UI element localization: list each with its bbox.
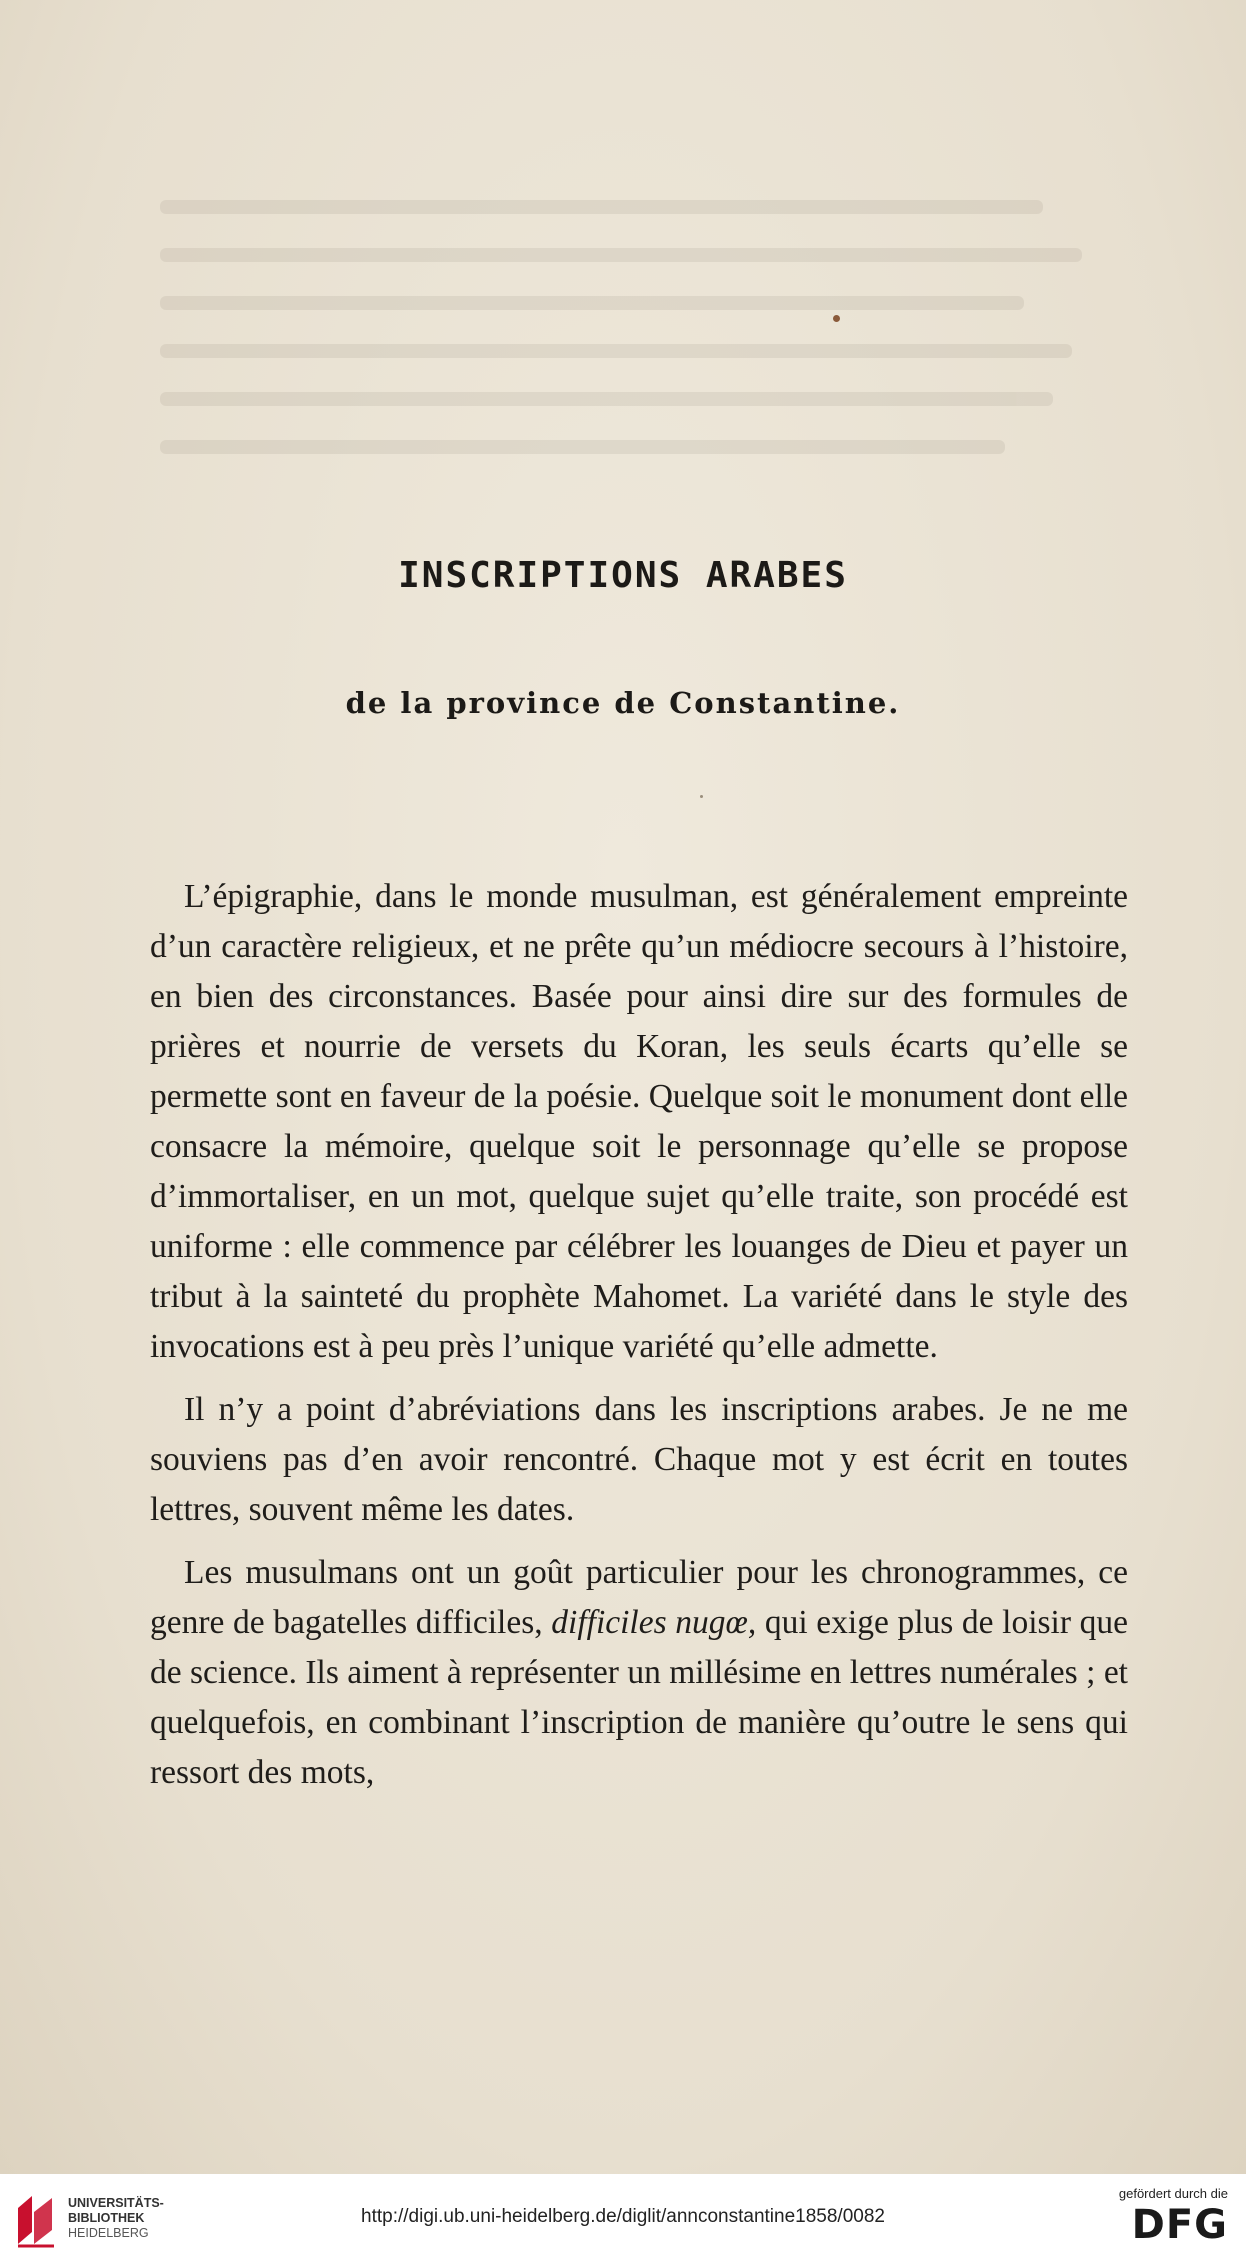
body-text xyxy=(150,872,1128,1811)
ink-speck xyxy=(700,795,703,798)
page-subtitle: de la province de Constantine. xyxy=(345,686,901,720)
paragraph-text: Les musulmans ont un goût particulier pour les chronogrammes, ce genre de bagatelles difficiles, xyxy=(150,1554,1128,1641)
permalink-url[interactable]: http://digi.ub.uni-heidelberg.de/diglit/annconstantine1858/0082 xyxy=(361,2206,885,2227)
funder-credit xyxy=(1119,2186,1228,2247)
library-name-line: HEIDELBERG xyxy=(68,2226,149,2240)
dfg-logo: DFG xyxy=(1131,2202,1228,2248)
funder-label: gefördert durch die xyxy=(1118,2186,1228,2201)
paragraph-text: Il n’y a point d’abréviations dans les inscriptions arabes. Je ne me souviens pas d’en avoir rencontré. Chaque mot y est écrit en toutes lettres, souvent même les dates. xyxy=(150,1391,1128,1528)
viewer-footer xyxy=(0,2174,1246,2262)
library-name-line: UNIVERSITÄTS- xyxy=(68,2196,164,2210)
ink-speck xyxy=(833,315,840,322)
paragraph xyxy=(150,1385,1128,1535)
page-title: INSCRIPTIONS ARABES xyxy=(398,555,848,596)
show-through-text xyxy=(160,200,1120,530)
paragraph-text: L’épigraphie, dans le monde musulman, est généralement empreinte d’un caractère religieux, et ne prête qu’un médiocre secours à l’histoire, en bien des circonstances. Basée pour ainsi dire sur des formules de prières et nourrie de versets du Koran, les seuls écarts qu’elle se permette sont en faveur de la poésie. Quelque soit le monument dont elle consacre la mémoire, quelque soit le personnage qu’elle se propose d’immortaliser, en un mot, quelque sujet qu’elle traite, son procédé est uniforme : elle commence par célébrer les louanges de Dieu et payer un tribut à la sainteté du prophète Mahomet. La variété dans le style des invocations est à peu près l’unique variété qu’elle admette. xyxy=(150,878,1128,1365)
paragraph xyxy=(150,872,1128,1372)
latin-phrase: difficiles nugœ, xyxy=(551,1604,757,1641)
paragraph-text: qui exige plus de loisir que de science. Ils aiment à représenter un millésime en lettres numérales ; et quelquefois, en combinant l’inscription de manière qu’outre le sens qui ressort des mots, xyxy=(150,1604,1128,1791)
paragraph xyxy=(150,1548,1128,1798)
library-name-line: BIBLIOTHEK xyxy=(68,2211,145,2225)
